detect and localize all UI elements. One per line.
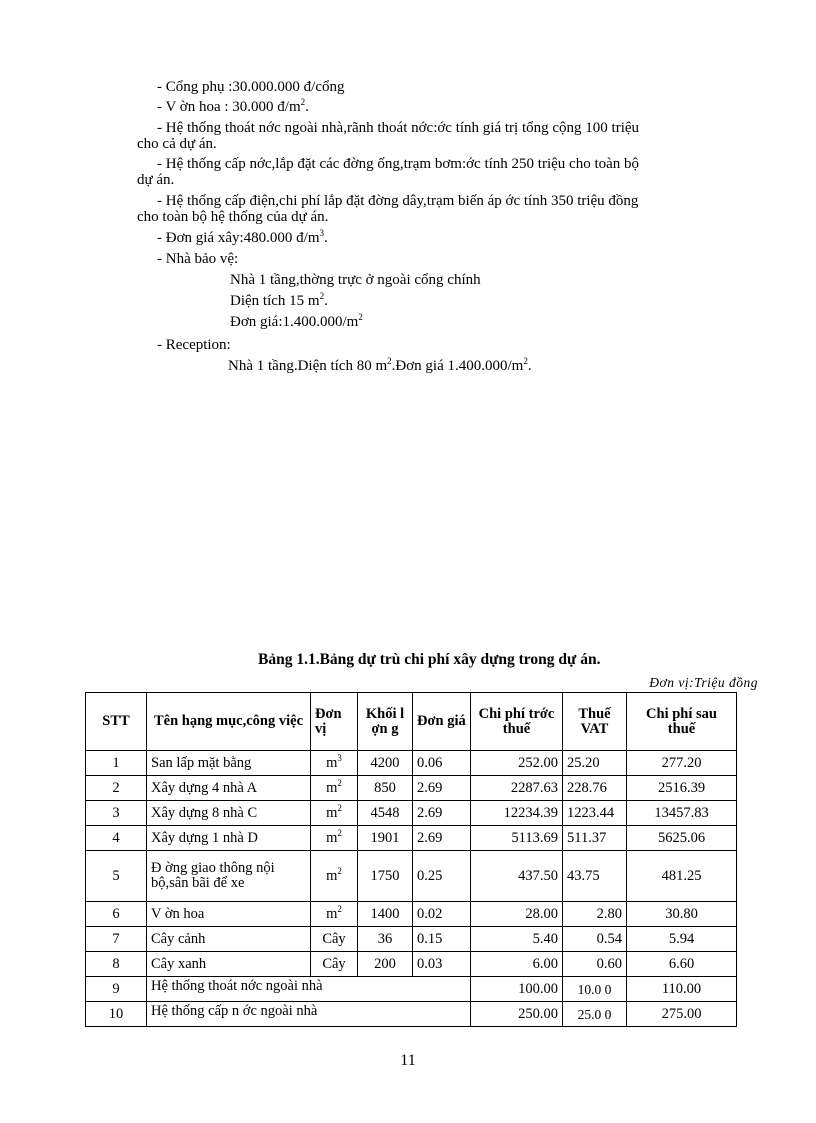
cell-before-tax: 5113.69 [471,826,563,851]
cell-name-merged: Hệ thống cấp n ớc ngoài nhà [147,1002,471,1027]
cell-vat: 228.76 [563,776,627,801]
cell-price: 0.02 [413,902,471,927]
header-khoi-luong: Khối l ợn g [358,693,413,751]
cell-qty: 4200 [358,751,413,776]
cell-vat: 0.54 [563,927,627,952]
header-thue-vat: Thuế VAT [563,693,627,751]
cell-stt: 6 [86,902,147,927]
cell-after-tax: 30.80 [627,902,737,927]
table-row [86,826,737,851]
cell-name: Xây dựng 4 nhà A [147,776,311,801]
cell-before-tax: 2287.63 [471,776,563,801]
cell-name: Xây dựng 8 nhà C [147,801,311,826]
cell-vat: 511.37 [563,826,627,851]
cell-vat: 0.60 [563,952,627,977]
page-number: 11 [400,1052,416,1069]
table-row [86,751,737,776]
text-cap-nuoc-cont: dự án. [137,172,175,188]
cell-vat: 25.0 0 [563,1002,627,1027]
header-don-vi: Đơn vị [311,693,358,751]
cost-table [85,692,737,1027]
cell-name: San lấp mặt bằng [147,751,311,776]
cell-price: 0.06 [413,751,471,776]
cell-name: Cây cảnh [147,927,311,952]
cell-price: 0.03 [413,952,471,977]
header-ten-hang-muc: Tên hạng mục,công việc [147,693,311,751]
cell-before-tax: 5.40 [471,927,563,952]
cell-name-merged: Hệ thống thoát nớc ngoài nhà [147,977,471,1002]
cell-after-tax: 275.00 [627,1002,737,1027]
cell-qty: 1750 [358,851,413,902]
text-don-gia-bao-ve: Đơn $giá:1.400.000/m^2$ [230,312,363,330]
cell-qty: 1901 [358,826,413,851]
text-cap-dien: - Hệ thống cấp điện,chi phí lắp đặt đờng dây,trạm biến áp ớc tính 350 triệu đồng [157,193,639,209]
cell-price: 2.69 [413,776,471,801]
table-header-row [86,693,737,751]
table-row [86,776,737,801]
header-stt: STT [86,693,147,751]
cell-stt: 1 [86,751,147,776]
cell-unit: Cây [311,927,358,952]
table-row [86,851,737,902]
cell-unit: $m^2$ [311,826,358,851]
cell-stt: 9 [86,977,147,1002]
cell-unit: $m^2$ [311,776,358,801]
cell-before-tax: 100.00 [471,977,563,1002]
header-chi-phi-sau-thue: Chi phí sau thuế [627,693,737,751]
text-reception: - Reception: [157,337,231,353]
cell-before-tax: 250.00 [471,1002,563,1027]
table-row [86,902,737,927]
table-title: Bảng 1.1.Bảng dự trù chi phí xây dựng trong dự án. [258,651,601,668]
table-row [86,801,737,826]
text-cap-dien-cont: cho toàn bộ hệ thống của dự án. [137,209,329,225]
text-vuon-hoa: - V ờn hoa : 30.000 $đ/m^2$. [157,97,309,115]
table-row [86,952,737,977]
text-reception-detail: Nhà 1 tầng.Diện tích 80 $m^2.Đơn$ giá $1.400.000/m^2$. [228,356,532,374]
cell-price: 2.69 [413,826,471,851]
cell-qty: 850 [358,776,413,801]
cell-vat: 2.80 [563,902,627,927]
cell-vat: 10.0 0 [563,977,627,1002]
text-nha-1-tang: Nhà 1 tầng,thờng trực ở ngoài cổng chính [230,272,481,288]
cell-after-tax: 5.94 [627,927,737,952]
cell-after-tax: 13457.83 [627,801,737,826]
cell-name: Đ ờng giao thông nội bộ,sân bãi để xe [147,851,311,902]
table-row [86,1002,737,1027]
cell-unit: $m^2$ [311,902,358,927]
text-cong-phu: - Cổng phụ :30.000.000 đ/cổng [157,79,345,95]
cell-after-tax: 5625.06 [627,826,737,851]
cell-stt: 10 [86,1002,147,1027]
cell-after-tax: 481.25 [627,851,737,902]
text-cap-nuoc: - Hệ thống cấp nớc,lắp đặt các đờng ống,trạm bơm:ớc tính 250 triệu cho toàn bộ [157,156,640,172]
cell-before-tax: 12234.39 [471,801,563,826]
text-thoat-nuoc: - Hệ thống thoát nớc ngoài nhà,rãnh thoát nớc:ớc tính giá trị tổng cộng 100 triệu [157,120,640,136]
cell-before-tax: 437.50 [471,851,563,902]
cell-unit: Cây [311,952,358,977]
cell-after-tax: 2516.39 [627,776,737,801]
text-dien-tich: Diện tích 15 $m^2$. [230,291,328,309]
cell-vat: 1223.44 [563,801,627,826]
cell-qty: 1400 [358,902,413,927]
table-row [86,977,737,1002]
cell-after-tax: 6.60 [627,952,737,977]
cell-after-tax: 110.00 [627,977,737,1002]
cell-vat: 43.75 [563,851,627,902]
cell-stt: 5 [86,851,147,902]
cell-name: Cây xanh [147,952,311,977]
text-don-gia-xay: - Đơn giá xây:480.000 $đ/m^3$. [157,228,328,246]
cell-before-tax: 252.00 [471,751,563,776]
cell-name: V ờn hoa [147,902,311,927]
cell-price: 0.25 [413,851,471,902]
cell-unit: $m^2$ [311,801,358,826]
cell-price: 2.69 [413,801,471,826]
cell-before-tax: 6.00 [471,952,563,977]
cell-name: Xây dựng 1 nhà D [147,826,311,851]
header-chi-phi-truoc-thue: Chi phí trớc thuế [471,693,563,751]
cell-stt: 4 [86,826,147,851]
text-nha-bao-ve: - Nhà bảo vệ: [157,251,239,267]
cell-qty: 200 [358,952,413,977]
cell-stt: 2 [86,776,147,801]
cell-price: 0.15 [413,927,471,952]
cell-stt: 7 [86,927,147,952]
table-unit: Đơn vị:Triệu đồng [649,675,758,690]
text-thoat-nuoc-cont: cho cả dự án. [137,136,217,152]
cell-stt: 3 [86,801,147,826]
table-row [86,927,737,952]
header-don-gia: Đơn giá [413,693,471,751]
cell-unit: $m^2$ [311,851,358,902]
cell-qty: 4548 [358,801,413,826]
cell-vat: 25.20 [563,751,627,776]
cell-before-tax: 28.00 [471,902,563,927]
cell-qty: 36 [358,927,413,952]
cell-after-tax: 277.20 [627,751,737,776]
cell-stt: 8 [86,952,147,977]
cell-unit: $m^3$ [311,751,358,776]
